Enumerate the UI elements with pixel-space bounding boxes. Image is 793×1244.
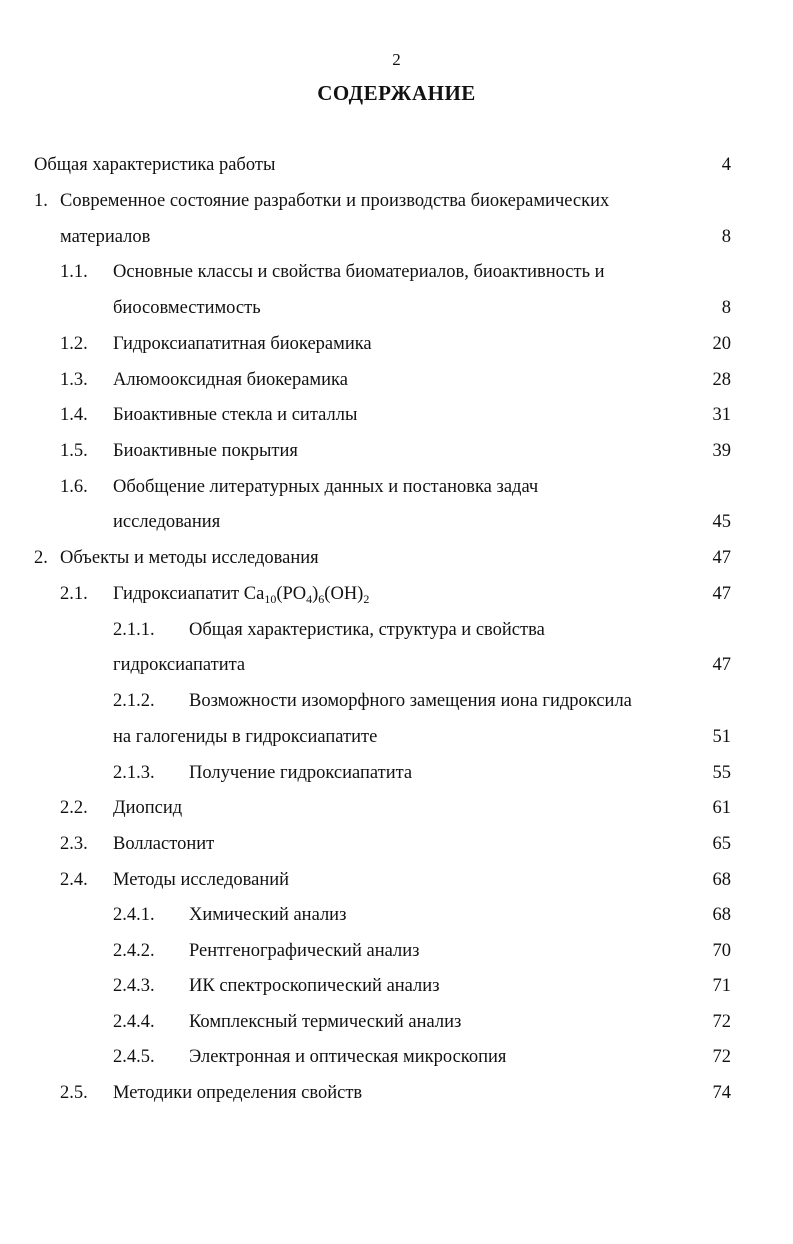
toc-entry-text: Алюмооксидная биокерамика [113, 370, 348, 390]
toc-entry-text: Химический анализ [189, 905, 347, 925]
toc-entry-number: 2.4.5. [113, 1047, 155, 1067]
toc-entry-number: 2.5. [60, 1083, 88, 1103]
toc-entry-number: 2.4.3. [113, 976, 155, 996]
toc-entry-text: Рентгенографический анализ [189, 941, 420, 961]
toc-entry-page: 28 [712, 370, 731, 390]
toc-entry-number: 2.1. [60, 584, 88, 604]
toc-entry-page: 74 [712, 1083, 731, 1103]
toc-entry-text: Возможности изоморфного замещения иона гидроксила [189, 691, 632, 711]
toc-entry-page: 47 [712, 655, 731, 675]
toc-entry-text: Гидроксиапатитная биокерамика [113, 334, 372, 354]
toc-entry-page: 4 [721, 155, 731, 175]
toc-entry-number: 2.4.1. [113, 905, 155, 925]
toc-entry-text: Биоактивные покрытия [113, 441, 298, 461]
toc-entry-number: 2.4. [60, 870, 88, 890]
toc-entry-page: 72 [712, 1047, 731, 1067]
page-title: СОДЕРЖАНИЕ [317, 81, 476, 105]
toc-entry-number: 2.4.4. [113, 1012, 155, 1032]
toc-entry-text-cont: на галогениды в гидроксиапатите [113, 727, 378, 747]
page-number: 2 [392, 50, 401, 69]
toc-entry-number: 2.2. [60, 798, 88, 818]
toc-entry-text-cont: биосовместимость [113, 298, 261, 318]
toc-entry-number: 1.1. [60, 262, 88, 282]
toc-entry-page: 72 [712, 1012, 731, 1032]
toc-entry-page: 47 [712, 548, 731, 568]
toc-entry-text [113, 580, 369, 608]
toc-entry-number: 2.3. [60, 834, 88, 854]
toc-entry-number: 2.4.2. [113, 941, 155, 961]
toc-entry-text: Современное состояние разработки и производства биокерамических [60, 191, 610, 211]
toc-entry-text: Комплексный термический анализ [189, 1012, 462, 1032]
toc-entry-text: Методы исследований [113, 870, 290, 890]
toc-entry-text: Общая характеристика, структура и свойства [189, 620, 545, 640]
toc-entry-page: 8 [721, 298, 731, 318]
toc-entry-page: 68 [712, 905, 731, 925]
toc-entry-text: Волластонит [113, 834, 215, 854]
toc-entry-number: 1.3. [60, 370, 88, 390]
toc-entry-number: 1.6. [60, 477, 88, 497]
toc-entry-page: 71 [712, 976, 731, 996]
toc-entry-page: 20 [712, 334, 731, 354]
toc-entry-text: Общая характеристика работы [34, 155, 276, 175]
toc-entry-page: 47 [712, 584, 731, 604]
toc-entry-number: 2.1.2. [113, 691, 155, 711]
toc-entry-text-cont: гидроксиапатита [113, 655, 246, 675]
toc-entry-page: 45 [712, 512, 731, 532]
toc-entry-number: 2.1.1. [113, 620, 155, 640]
toc-entry-number: 1.5. [60, 441, 88, 461]
toc-entry-text-cont: исследования [113, 512, 221, 532]
toc-entry-text: ИК спектроскопический анализ [189, 976, 440, 996]
toc-entry-text: Основные классы и свойства биоматериалов, биоактивность и [113, 262, 605, 282]
toc-entry-page: 70 [712, 941, 731, 961]
toc-entry-text: Обобщение литературных данных и постановка задач [113, 477, 539, 497]
toc-entry-page: 31 [712, 405, 731, 425]
toc-entry-text: Электронная и оптическая микроскопия [189, 1047, 507, 1067]
toc-entry-number: 1.2. [60, 334, 88, 354]
chemical-formula: $Ca_{10}(PO_4)_6(OH)_2$ [243, 584, 370, 606]
toc-entry-text: Методики определения свойств [113, 1083, 363, 1103]
toc-entry-number: 1. [34, 191, 48, 211]
toc-entry-text-cont: материалов [60, 227, 151, 247]
toc-entry-text: Получение гидроксиапатита [189, 763, 413, 783]
toc-entry-number: 2.1.3. [113, 763, 155, 783]
toc-entry-text: Биоактивные стекла и ситаллы [113, 405, 358, 425]
toc-entry-page: 51 [712, 727, 731, 747]
toc-entry-label: Гидроксиапатит [113, 584, 244, 604]
toc-entry-text: Диопсид [113, 798, 183, 818]
toc-entry-text: Объекты и методы исследования [60, 548, 319, 568]
toc-entry-page: 55 [712, 763, 731, 783]
toc-entry-page: 8 [721, 227, 731, 247]
toc-entry-number: 1.4. [60, 405, 88, 425]
toc-entry-number: 2. [34, 548, 48, 568]
toc-entry-page: 61 [712, 798, 731, 818]
toc-entry-page: 68 [712, 870, 731, 890]
toc-entry-page: 39 [712, 441, 731, 461]
toc-entry-page: 65 [712, 834, 731, 854]
